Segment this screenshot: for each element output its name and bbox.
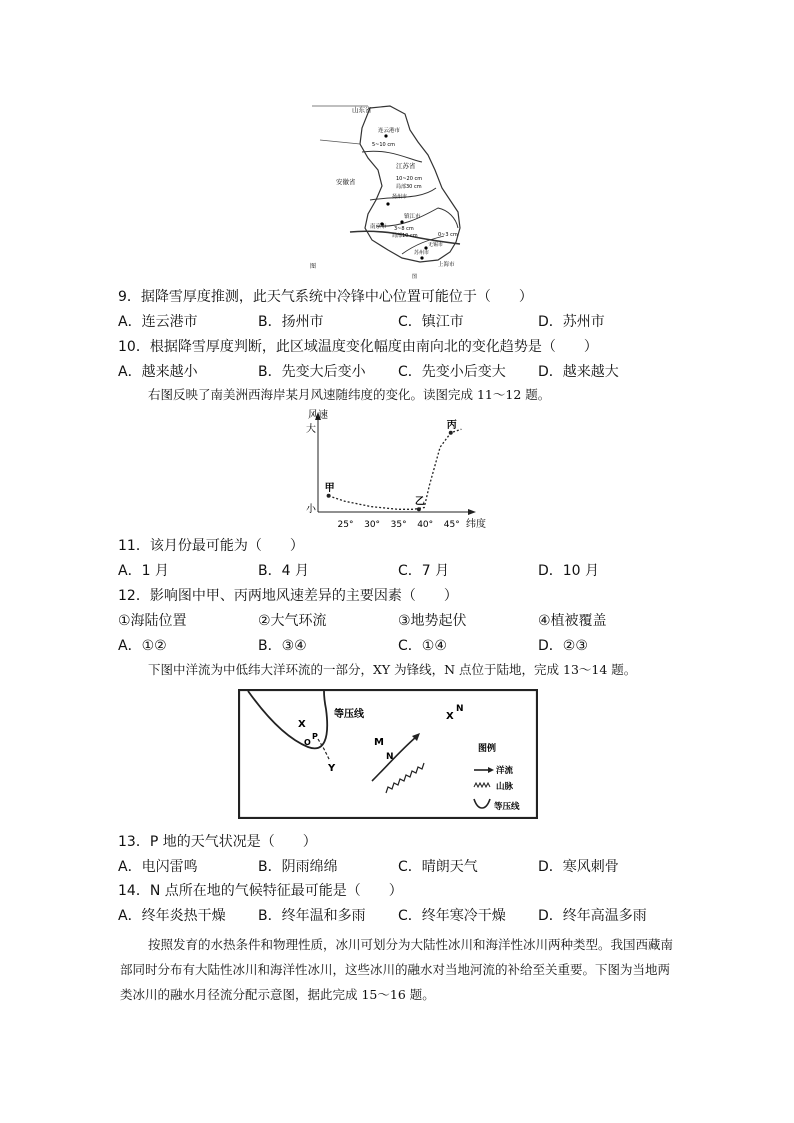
q12-factor-1: ①海陆位置	[118, 613, 187, 629]
wind-speed-chart	[300, 408, 500, 534]
annotation-point	[417, 507, 421, 511]
q11-option-c: C．7 月	[398, 563, 450, 579]
q9-option-c: C．镇江市	[398, 314, 464, 330]
q12-option-d: D．②③	[538, 638, 588, 654]
annotation-point	[449, 431, 453, 435]
label-snow2b: 局部30 cm	[396, 184, 422, 190]
label-suzhou: 苏州市	[414, 250, 430, 256]
q12-option-b: B．③④	[258, 638, 307, 654]
q9-option-a: A．连云港市	[118, 314, 198, 330]
q11-option-d: D．10 月	[538, 563, 600, 579]
x-tick-label: 40°	[417, 520, 434, 530]
front-current-map	[238, 689, 538, 819]
q11-option-b: B．4 月	[258, 563, 309, 579]
point-o: O	[304, 738, 311, 747]
x-tick-label: 25°	[337, 520, 354, 530]
annotation-label: 甲	[324, 482, 335, 494]
q14-option-c: C．终年寒冷干燥	[398, 908, 506, 924]
q12-factor-2: ②大气环流	[258, 613, 327, 629]
question-9-stem: 9．据降雪厚度推测，此天气系统中冷锋中心位置可能位于（ ）	[118, 289, 533, 305]
wind-speed-line	[329, 429, 462, 509]
label-bottom: 图	[412, 274, 418, 280]
intro-11-12: 右图反映了南美洲西海岸某月风速随纬度的变化。读图完成 11～12 题。	[148, 387, 551, 402]
point-m: M	[374, 737, 384, 748]
q11-option-a: A．1 月	[118, 563, 169, 579]
legend-isobar: 等压线	[494, 802, 520, 812]
question-11-stem: 11．该月份最可能为（ ）	[118, 538, 304, 554]
q10-option-d: D．越来越大	[538, 364, 619, 380]
label-snow3: 3~8 cm	[394, 226, 414, 232]
q12-factor-3: ③地势起伏	[398, 613, 467, 629]
intro-15-16: 按照发育的水热条件和物理性质，冰川可划分为大陆性冰川和海洋性冰川两种类型。我国西藏南部同时分布有大陆性冰川和海洋性冰川，这些冰川的融水对当地河流的补给至关重要。下图为当地两类冰川的融水月径流分配示意图，据此完成 15～16 题。	[120, 937, 674, 1002]
q9-option-d: D．苏州市	[538, 314, 605, 330]
q13-option-b: B．阴雨绵绵	[258, 859, 338, 875]
label-corner: 图	[310, 263, 317, 270]
q10-option-b: B．先变大后变小	[258, 364, 366, 380]
y-tick-low: 小	[306, 504, 316, 515]
q12-option-c: C．①④	[398, 638, 447, 654]
annotation-point	[327, 494, 331, 498]
question-10-stem: 10．根据降雪厚度判断，此区域温度变化幅度由南向北的变化趋势是（ ）	[118, 339, 598, 355]
q10-option-a: A．越来越小	[118, 364, 198, 380]
label-snow1: 5~10 cm	[372, 142, 395, 148]
point-x: X	[298, 719, 306, 730]
point-n-ne: N	[456, 704, 464, 714]
q14-option-d: D．终年高温多雨	[538, 908, 647, 924]
jiangsu-snow-map	[310, 100, 480, 280]
point-p: P	[312, 732, 318, 741]
question-14-stem: 14．N 点所在地的气候特征最可能是（ ）	[118, 883, 403, 899]
q12-factor-4: ④植被覆盖	[538, 613, 607, 629]
q10-option-c: C．先变小后变大	[398, 364, 506, 380]
x-tick-label: 30°	[364, 520, 381, 530]
question-13-stem: 13．P 地的天气状况是（ ）	[118, 834, 317, 850]
x-tick-label: 45°	[443, 520, 460, 530]
label-jiangsu: 江苏省	[396, 162, 416, 170]
q13-option-d: D．寒风刺骨	[538, 859, 619, 875]
label-snow2: 10~20 cm	[396, 176, 423, 182]
label-yangzhou: 扬州市	[392, 194, 408, 200]
legend-mountain: 山脉	[496, 782, 514, 792]
x-axis-title: 纬度	[466, 519, 486, 530]
x-tick-label: 35°	[390, 520, 407, 530]
q13-option-c: C．晴朗天气	[398, 859, 478, 875]
y-tick-high: 大	[306, 424, 316, 435]
q9-option-b: B．扬州市	[258, 314, 324, 330]
question-12-stem: 12．影响图中甲、丙两地风速差异的主要因素（ ）	[118, 588, 458, 604]
point-y: Y	[328, 763, 336, 774]
label-wuxi: 无锡市	[428, 242, 444, 248]
label-shandong: 山东省	[352, 106, 372, 114]
legend-current: 洋流	[496, 766, 514, 776]
point-n-inner: N	[386, 752, 394, 762]
y-axis-title: 风速	[308, 410, 328, 421]
label-snow4: 0~3 cm	[438, 232, 458, 238]
label-lianyungang: 连云港市	[378, 128, 401, 134]
intro-13-14: 下图中洋流为中低纬大洋环流的一部分，XY 为锋线，N 点位于陆地，完成 13～14 题。	[148, 662, 637, 677]
label-shanghai: 上海市	[438, 262, 455, 268]
label-zhenjiang: 镇江市	[404, 214, 421, 220]
q14-option-a: A．终年炎热干燥	[118, 908, 226, 924]
q12-option-a: A．①②	[118, 638, 167, 654]
legend-title: 图例	[478, 744, 497, 754]
isobar-label: 等压线	[334, 709, 364, 720]
label-anhui: 安徽省	[336, 178, 356, 186]
point-x-ne: X	[446, 711, 454, 722]
label-nanjing: 南京市	[370, 224, 387, 230]
annotation-label: 丙	[446, 419, 457, 431]
q14-option-b: B．终年温和多雨	[258, 908, 366, 924]
annotation-label: 乙	[414, 496, 425, 508]
label-snow3b: 局部10 cm	[392, 233, 418, 239]
q13-option-a: A．电闪雷鸣	[118, 859, 198, 875]
